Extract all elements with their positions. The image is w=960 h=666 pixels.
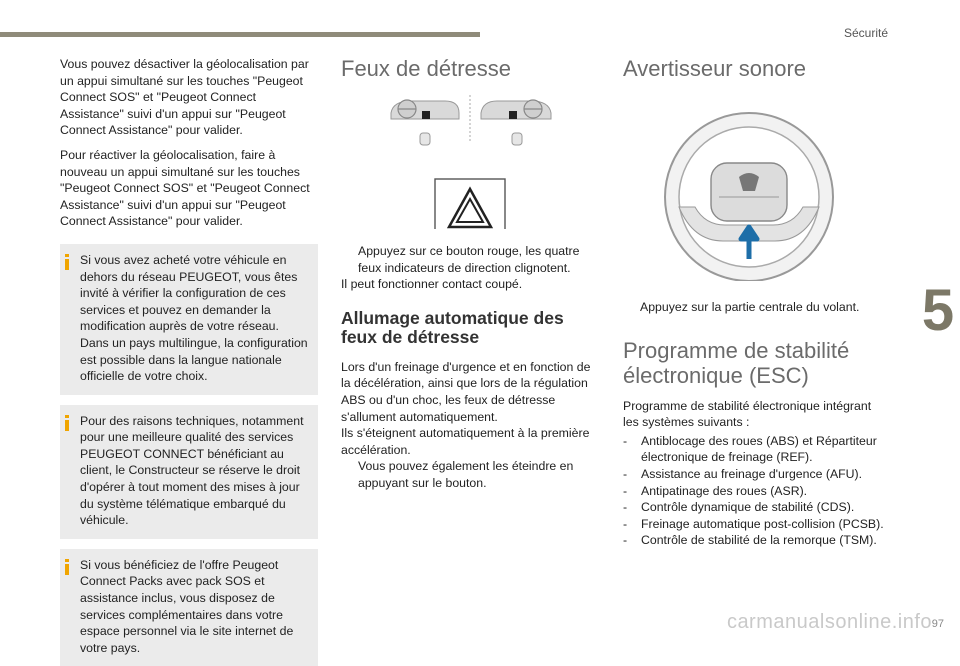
info-text: Si vous avez acheté votre véhicule en dehors du réseau PEUGEOT, vous êtes invité à vérifier la configuration de ces services et pouvez en demander la modification auprès de votre réseau. Dans un pays multilingue, la configuration est possible dans la langue nationale officielle de votre choix. [80, 252, 308, 384]
column-left [60, 56, 318, 666]
info-icon [64, 254, 70, 270]
hazard-instruction [341, 243, 599, 276]
column-right [623, 56, 885, 549]
hazard-button-illustration [341, 91, 599, 229]
list-item-text: Assistance au freinage d'urgence (AFU). [641, 466, 863, 481]
dash-marker: - [623, 466, 628, 481]
dash-marker: - [623, 516, 628, 531]
steering-wheel-illustration [623, 91, 885, 281]
list-item [623, 532, 885, 549]
heading-esc: Programme de stabilité électronique (ESC) [623, 337, 850, 388]
chapter-number: 5 [921, 277, 955, 343]
bullet-text: Appuyez sur ce bouton rouge, les quatre feux indicateurs de direction clignotent. [358, 244, 580, 275]
list-item [623, 433, 885, 466]
list-item-text: Freinage automatique post-collision (PCSB). [641, 516, 884, 531]
list-item [623, 499, 885, 516]
list-item [623, 516, 885, 533]
paragraph-auto-hazard: Lors d'un freinage d'urgence et en fonction de la décélération, ainsi que lors de la régulation ABS ou d'un choc, les feux de détresse s'allument automatiquement. [341, 359, 591, 424]
dash-marker: - [623, 533, 628, 548]
info-box-updates [60, 405, 318, 539]
list-item [623, 466, 885, 483]
dash-marker: - [623, 500, 628, 515]
list-item [623, 483, 885, 500]
hazard-off-instruction [341, 458, 599, 491]
steering-wheel-figure [623, 91, 885, 281]
paragraph-auto-off: Ils s'éteignent automatiquement à la première accélération. [341, 426, 590, 457]
column-middle [341, 56, 599, 492]
hazard-note: Il peut fonctionner contact coupé. [341, 277, 523, 292]
dash-marker: - [623, 433, 628, 448]
list-item-text: Antiblocage des roues (ABS) et Répartiteur électronique de freinage (REF). [641, 433, 877, 465]
watermark: carmanualsonline.info [726, 611, 932, 633]
section-label: Sécurité [843, 26, 888, 40]
paragraph-disable-geoloc: Vous pouvez désactiver la géolocalisation par un appui simultané sur les touches "Peugeot Connect SOS" et "Peugeot Connect Assistance" suivi d'un appui sur "Peugeot Connect Assistance" pour valider. [60, 57, 309, 138]
paragraph-enable-geoloc: Pour réactiver la géolocalisation, faire à nouveau un appui simultané sur les touches "Peugeot Connect SOS" et "Peugeot Connect Assistance" suivi d'un appui sur "Peugeot Connect Assistance" pour valider. [60, 147, 310, 229]
bullet-text: Appuyez sur la partie centrale du volant. [640, 300, 860, 314]
list-item-text: Contrôle dynamique de stabilité (CDS). [641, 500, 855, 515]
bullet-text: Vous pouvez également les éteindre en appuyant sur le bouton. [358, 459, 574, 490]
info-icon [64, 559, 70, 575]
heading-auto-hazard: Allumage automatique des feux de détresse [341, 307, 564, 347]
list-item-text: Contrôle de stabilité de la remorque (TSM). [641, 533, 877, 548]
info-icon [64, 415, 70, 431]
esc-systems-list [623, 433, 885, 549]
header-bar [0, 32, 480, 37]
dash-marker: - [623, 483, 628, 498]
page-number: 97 [931, 618, 944, 630]
info-text: Si vous bénéficiez de l'offre Peugeot Connect Packs avec pack SOS et assistance inclus, vous disposez de services complémentaires dans votre espace personnel via le site internet de votre pays. [80, 557, 294, 655]
list-item-text: Antipatinage des roues (ASR). [641, 483, 808, 498]
horn-instruction [623, 299, 885, 316]
heading-horn: Avertisseur sonore [623, 56, 807, 81]
heading-hazard-lights: Feux de détresse [341, 56, 511, 81]
info-box-packs [60, 549, 318, 666]
hazard-button-figure [341, 91, 599, 229]
info-text: Pour des raisons techniques, notamment pour une meilleure qualité des services PEUGEOT CONNECT bénéficiant au client, le Constructeur se réserve le droit d'opérer à tout moment des mises à jour du système télématique embarqué du véhicule. [80, 413, 304, 528]
paragraph-esc-intro: Programme de stabilité électronique intégrant les systèmes suivants : [623, 398, 872, 430]
info-box-network [60, 244, 318, 395]
